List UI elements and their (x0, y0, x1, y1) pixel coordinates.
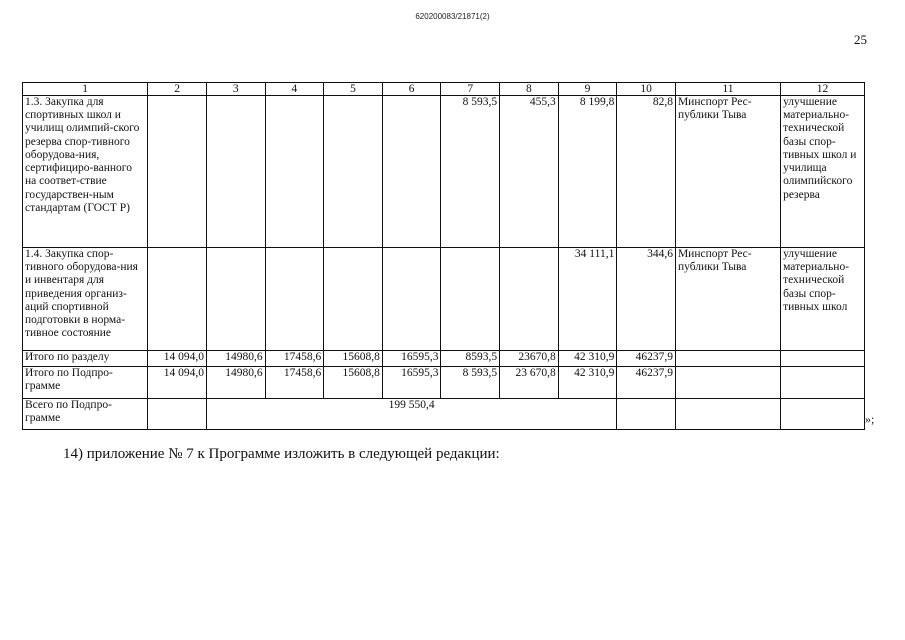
column-number: 5 (324, 83, 383, 96)
total-value-cell: 199 550,4 (206, 399, 616, 430)
value-cell: 8 199,8 (558, 96, 617, 248)
value-cell (617, 399, 676, 430)
column-number: 2 (148, 83, 207, 96)
column-number: 7 (441, 83, 500, 96)
table-row (23, 367, 865, 399)
value-cell: 82,8 (617, 96, 676, 248)
value-cell: 14 094,0 (148, 367, 207, 399)
row-title: 1.4. Закупка спор-тивного оборудова-ния и инвентаря для приведения организ-аций спортивной подготовки в норма-тивное состояние (23, 248, 148, 351)
column-number: 9 (558, 83, 617, 96)
budget-table (22, 82, 865, 430)
value-cell: 15608,8 (324, 367, 383, 399)
column-number: 3 (206, 83, 265, 96)
value-cell (148, 248, 207, 351)
value-cell: 34 111,1 (558, 248, 617, 351)
value-cell (324, 248, 383, 351)
value-cell: 46237,9 (617, 367, 676, 399)
executor-cell: Минспорт Рес-публики Тыва (675, 248, 780, 351)
result-cell (781, 367, 865, 399)
table-row (23, 248, 865, 351)
result-cell: улучшение материально-технической базы спор-тивных школ и училища олимпийского резерва (781, 96, 865, 248)
value-cell (206, 248, 265, 351)
value-cell: 14 094,0 (148, 351, 207, 367)
total-row (23, 399, 865, 430)
row-title: Итого по разделу (23, 351, 148, 367)
value-cell: 46237,9 (617, 351, 676, 367)
value-cell: 14980,6 (206, 351, 265, 367)
value-cell: 14980,6 (206, 367, 265, 399)
executor-cell (675, 367, 780, 399)
value-cell (441, 248, 500, 351)
value-cell (382, 248, 441, 351)
column-number: 10 (617, 83, 676, 96)
table-row (23, 351, 865, 367)
value-cell: 16595,3 (382, 367, 441, 399)
value-cell (148, 399, 207, 430)
column-number: 12 (781, 83, 865, 96)
value-cell (500, 248, 559, 351)
value-cell (148, 96, 207, 248)
column-number: 8 (500, 83, 559, 96)
result-cell (781, 351, 865, 367)
value-cell: 17458,6 (265, 367, 324, 399)
result-cell: улучшение материально-технической базы спор-тивных школ (781, 248, 865, 351)
result-cell (781, 399, 865, 430)
value-cell: 16595,3 (382, 351, 441, 367)
column-number: 4 (265, 83, 324, 96)
value-cell: 23670,8 (500, 351, 559, 367)
row-title: Итого по Подпро-грамме (23, 367, 148, 399)
value-cell: 23 670,8 (500, 367, 559, 399)
value-cell (324, 96, 383, 248)
row-title: Всего по Подпро-грамме (23, 399, 148, 430)
value-cell: 8 593,5 (441, 96, 500, 248)
column-number: 6 (382, 83, 441, 96)
value-cell (265, 248, 324, 351)
value-cell: 17458,6 (265, 351, 324, 367)
column-number-row (23, 83, 865, 96)
value-cell: 8593,5 (441, 351, 500, 367)
value-cell: 344,6 (617, 248, 676, 351)
executor-cell: Минспорт Рес-публики Тыва (675, 96, 780, 248)
value-cell (265, 96, 324, 248)
executor-cell (675, 399, 780, 430)
value-cell: 42 310,9 (558, 351, 617, 367)
row-title: 1.3. Закупка для спортивных школ и училищ олимпий-ского резерва спор-тивного оборудова-ния, сертифициро-ванного на соответ-ствие государствен-ным стандартам (ГОСТ Р) (23, 96, 148, 248)
column-number: 11 (675, 83, 780, 96)
document-id: 620200083/21871(2) (415, 12, 490, 21)
value-cell (206, 96, 265, 248)
value-cell (382, 96, 441, 248)
value-cell: 15608,8 (324, 351, 383, 367)
closing-quote-mark: »; (865, 412, 875, 426)
value-cell: 455,3 (500, 96, 559, 248)
page-number: 25 (854, 32, 867, 47)
executor-cell (675, 351, 780, 367)
value-cell: 42 310,9 (558, 367, 617, 399)
column-number: 1 (23, 83, 148, 96)
amendment-paragraph: 14) приложение № 7 к Программе изложить в следующей редакции: (63, 446, 500, 462)
value-cell: 8 593,5 (441, 367, 500, 399)
table-row (23, 96, 865, 248)
